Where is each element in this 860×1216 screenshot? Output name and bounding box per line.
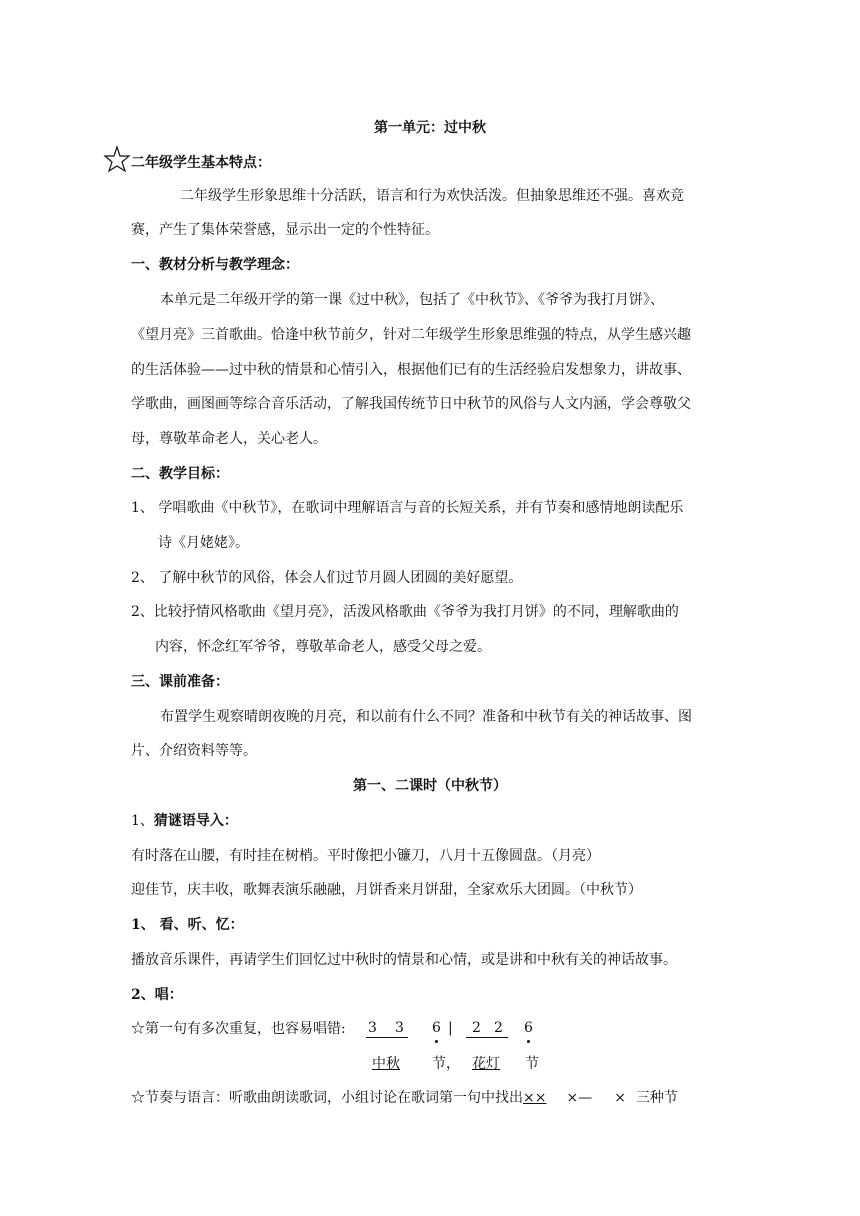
analysis-paragraph-line: 母，尊敬革命老人，关心老人。 <box>131 431 327 447</box>
analysis-paragraph-line: 的生活体验——过中秋的情景和心情引入，根据他们已有的生活经验启发想象力，讲故事、 <box>131 362 691 378</box>
notation-note: 3 <box>395 1020 404 1036</box>
low-octave-dot <box>527 1040 530 1043</box>
lesson-title: 第一、二课时（中秋节） <box>353 778 507 794</box>
rhythm-line-prefix: ☆节奏与语言：听歌曲朗读歌词，小组讨论在歌词第一句中找出 <box>131 1090 523 1106</box>
lyric-word: 节 <box>525 1056 539 1072</box>
goal-item: 1、 学唱歌曲《中秋节》，在歌词中理解语言与音的长短关系，并有节奏和感情地朗读配乐 <box>131 500 684 516</box>
watch-listen-text: 播放音乐课件，再请学生们回忆过中秋时的情景和心情，或是讲和中秋有关的神话故事。 <box>131 952 677 968</box>
star-icon <box>103 145 131 173</box>
notation-note: 6 <box>524 1020 533 1036</box>
student-traits-paragraph-line: 赛，产生了集体荣誉感，显示出一定的个性特征。 <box>131 222 439 238</box>
document-title: 第一单元：过中秋 <box>374 120 486 136</box>
goals-heading: 二、教学目标： <box>131 466 229 482</box>
notation-underline <box>366 1037 408 1038</box>
riddle-heading-text: 猜谜语导入： <box>153 813 238 829</box>
rhythm-line-suffix: 三种节 <box>635 1090 678 1106</box>
lyric-word: 花灯 <box>472 1056 500 1072</box>
low-octave-dot <box>435 1040 438 1043</box>
goal-item: 2、 了解中秋节的风俗，体会人们过节月圆人团圆的美好愿望。 <box>131 570 523 586</box>
rhythm-symbol: × <box>614 1090 626 1106</box>
preparation-paragraph-line: 布置学生观察晴朗夜晚的月亮，和以前有什么不同？准备和中秋节有关的神话故事、图 <box>160 709 692 725</box>
watch-listen-heading: 1、 看、听、忆： <box>131 917 244 933</box>
rhythm-symbol: ×— <box>566 1090 593 1106</box>
analysis-paragraph-line: 本单元是二年级开学的第一课《过中秋》，包括了《中秋节》、《爷爷为我打月饼》、 <box>160 292 664 308</box>
riddle-line: 有时落在山腰，有时挂在树梢。平时像把小镰刀，八月十五像圆盘。（月亮） <box>131 848 600 864</box>
riddle-heading-number: 1、 <box>131 813 154 829</box>
notation-note: 2 <box>494 1020 503 1036</box>
lyric-word: 节， <box>432 1056 460 1072</box>
sing-heading: 2、唱： <box>131 987 183 1003</box>
preparation-heading: 三、课前准备： <box>131 674 229 690</box>
notation-barline: | <box>448 1020 453 1036</box>
riddle-line: 迎佳节，庆丰收，歌舞表演乐融融，月饼香来月饼甜，全家欢乐大团圆。（中秋节） <box>131 882 642 898</box>
notation-note: 2 <box>472 1020 481 1036</box>
notation-note: 3 <box>368 1020 377 1036</box>
analysis-paragraph-line: 学歌曲，画图画等综合音乐活动，了解我国传统节日中秋节的风俗与人文内涵，学会尊敬父 <box>131 396 691 412</box>
goal-item: 2、比较抒情风格歌曲《望月亮》，活泼风格歌曲《爷爷为我打月饼》的不同，理解歌曲的 <box>131 604 679 620</box>
sing-line-prefix: ☆第一句有多次重复，也容易唱错: <box>131 1021 346 1037</box>
notation-underline <box>466 1037 508 1038</box>
analysis-paragraph-line: 《望月亮》三首歌曲。恰逢中秋节前夕，针对二年级学生形象思维强的特点，从学生感兴趣 <box>131 327 691 343</box>
goal-item-continuation: 内容，怀念红军爷爷，尊敬革命老人，感受父母之爱。 <box>155 639 491 655</box>
preparation-paragraph-line: 片、介绍资料等等。 <box>131 743 257 759</box>
rhythm-symbol: ×× <box>523 1090 547 1106</box>
notation-note: 6 <box>432 1020 441 1036</box>
rhythm-line <box>131 1088 678 1108</box>
analysis-heading: 一、教材分析与教学理念： <box>131 257 299 273</box>
student-traits-heading: 二年级学生基本特点： <box>131 155 271 171</box>
student-traits-paragraph-line: 二年级学生形象思维十分活跃，语言和行为欢快活泼。但抽象思维还不强。喜欢竞 <box>180 188 684 204</box>
goal-item-continuation: 诗《月姥姥》。 <box>158 535 249 551</box>
riddle-heading <box>131 811 238 831</box>
lyric-word: 中秋 <box>372 1056 400 1072</box>
